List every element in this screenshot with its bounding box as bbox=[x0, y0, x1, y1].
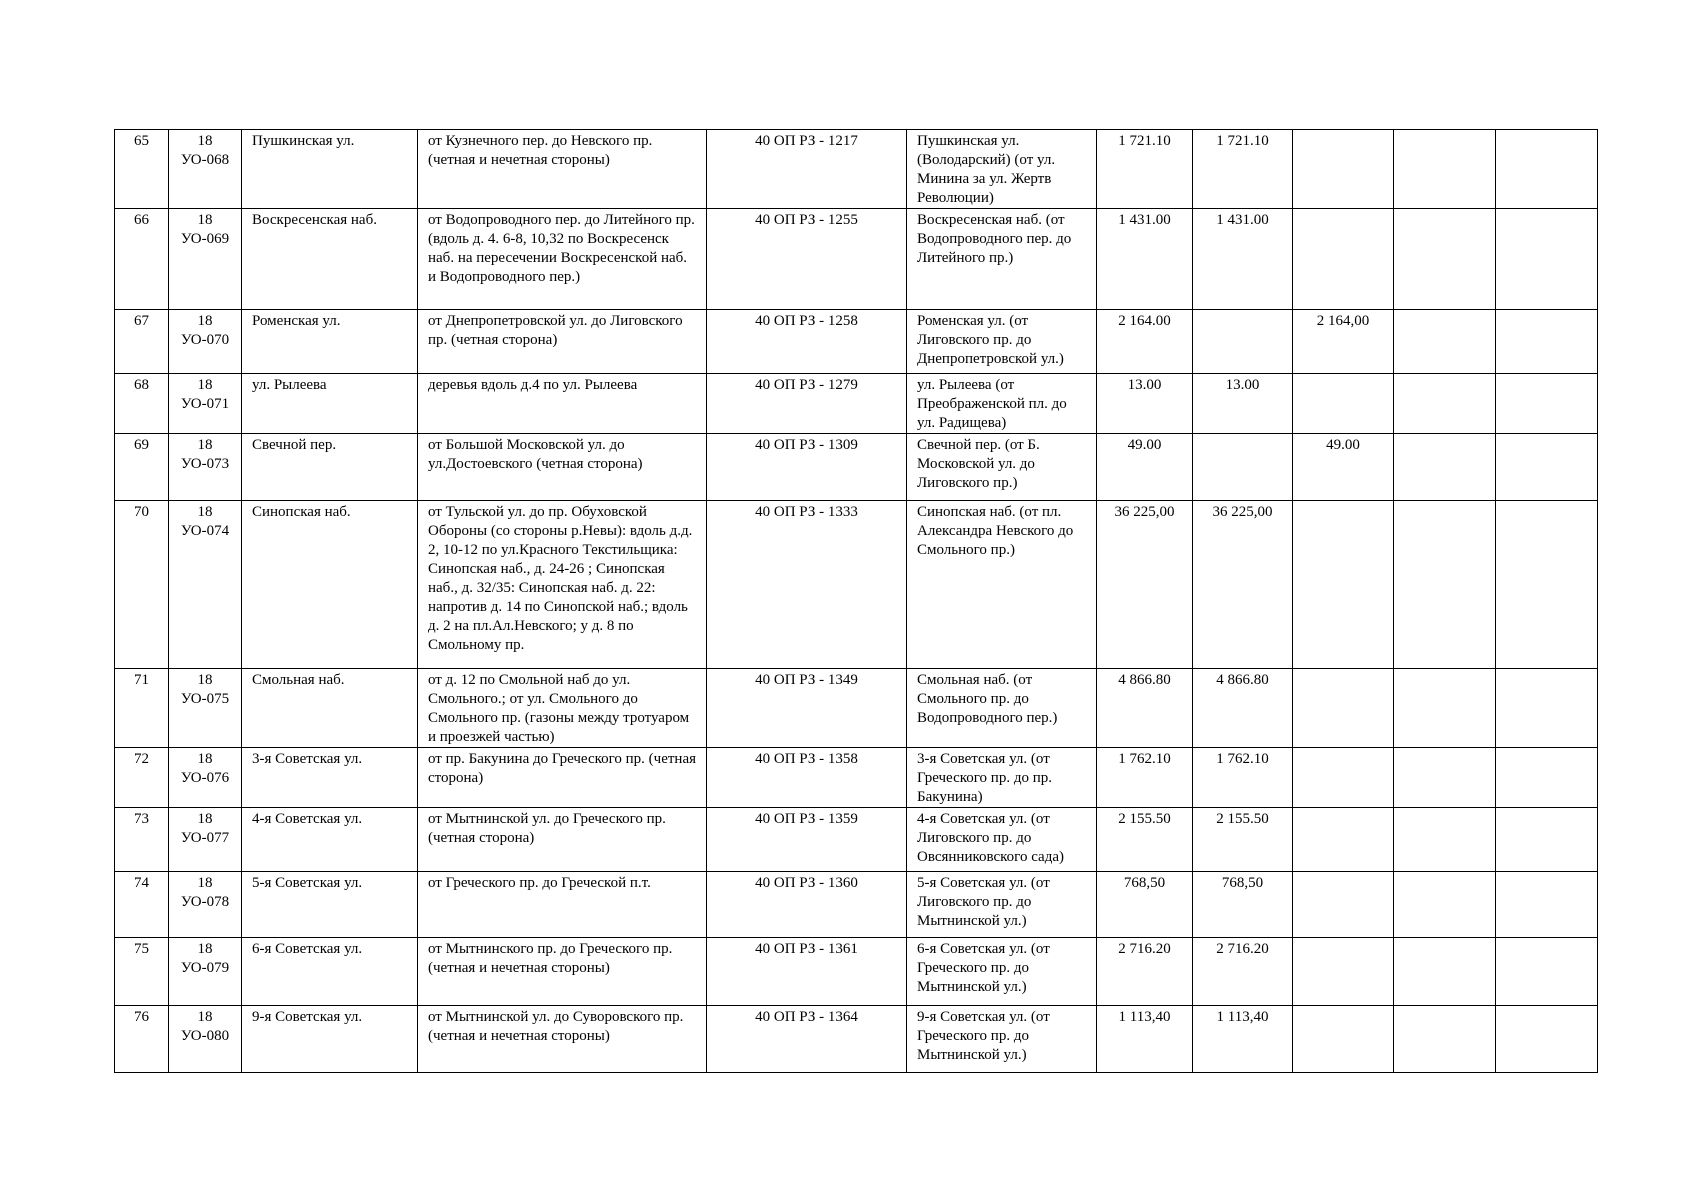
area-col4-cell bbox=[1496, 1006, 1598, 1073]
total-area-cell: 4 866.80 bbox=[1097, 669, 1193, 748]
row-number-cell: 70 bbox=[115, 501, 169, 669]
road-id-cell: 40 ОП РЗ - 1361 bbox=[707, 938, 907, 1006]
table-row bbox=[115, 1006, 1598, 1073]
area-col1-cell: 1 762.10 bbox=[1193, 748, 1293, 808]
object-code-cell: 18 УО-070 bbox=[169, 310, 242, 374]
total-area-cell: 1 762.10 bbox=[1097, 748, 1193, 808]
road-id-cell: 40 ОП РЗ - 1309 bbox=[707, 434, 907, 501]
area-col2-cell: 49.00 bbox=[1293, 434, 1394, 501]
area-col3-cell bbox=[1394, 748, 1496, 808]
section-description-cell: от Мытнинской ул. до Суворовского пр. (четная и нечетная стороны) bbox=[418, 1006, 707, 1073]
area-col4-cell bbox=[1496, 310, 1598, 374]
section-description-cell: от Мытнинской ул. до Греческого пр. (четная сторона) bbox=[418, 808, 707, 872]
area-col4-cell bbox=[1496, 808, 1598, 872]
road-description-cell: 9-я Советская ул. (от Греческого пр. до Мытнинской ул.) bbox=[907, 1006, 1097, 1073]
area-col1-cell: 2 716.20 bbox=[1193, 938, 1293, 1006]
area-col2-cell bbox=[1293, 130, 1394, 209]
object-code-cell: 18 УО-074 bbox=[169, 501, 242, 669]
section-description-cell: от Тульской ул. до пр. Обуховской Обороны (со стороны р.Невы): вдоль д.д. 2, 10-12 по ул.Красного Текстильщика: Синопская наб., д. 24-26 ; Синопская наб., д. 32/35: Синопская наб. д. 22: напротив д. 14 по Синопской наб.; вдоль д. 2 на пл.Ал.Невского; у д. 8 по Смольному пр. bbox=[418, 501, 707, 669]
area-col4-cell bbox=[1496, 872, 1598, 938]
section-description-cell: от Водопроводного пер. до Литейного пр. (вдоль д. 4. 6-8, 10,32 по Воскресенск наб. на пересечении Воскресенской наб. и Водопроводного пер.) bbox=[418, 209, 707, 310]
area-col3-cell bbox=[1394, 310, 1496, 374]
total-area-cell: 13.00 bbox=[1097, 374, 1193, 434]
row-number-cell: 68 bbox=[115, 374, 169, 434]
area-col2-cell bbox=[1293, 872, 1394, 938]
area-col3-cell bbox=[1394, 209, 1496, 310]
road-id-cell: 40 ОП РЗ - 1217 bbox=[707, 130, 907, 209]
street-name-cell: 4-я Советская ул. bbox=[242, 808, 418, 872]
area-col1-cell: 13.00 bbox=[1193, 374, 1293, 434]
row-number-cell: 65 bbox=[115, 130, 169, 209]
area-col1-cell: 1 431.00 bbox=[1193, 209, 1293, 310]
road-description-cell: 6-я Советская ул. (от Греческого пр. до Мытнинской ул.) bbox=[907, 938, 1097, 1006]
road-description-cell: Воскресенская наб. (от Водопроводного пер. до Литейного пр.) bbox=[907, 209, 1097, 310]
row-number-cell: 67 bbox=[115, 310, 169, 374]
area-col1-cell: 36 225,00 bbox=[1193, 501, 1293, 669]
section-description-cell: от Греческого пр. до Греческой п.т. bbox=[418, 872, 707, 938]
area-col4-cell bbox=[1496, 748, 1598, 808]
section-description-cell: от Днепропетровской ул. до Лиговского пр. (четная сторона) bbox=[418, 310, 707, 374]
area-col1-cell: 2 155.50 bbox=[1193, 808, 1293, 872]
road-id-cell: 40 ОП РЗ - 1349 bbox=[707, 669, 907, 748]
road-id-cell: 40 ОП РЗ - 1258 bbox=[707, 310, 907, 374]
row-number-cell: 66 bbox=[115, 209, 169, 310]
total-area-cell: 36 225,00 bbox=[1097, 501, 1193, 669]
table-row bbox=[115, 209, 1598, 310]
area-col1-cell bbox=[1193, 434, 1293, 501]
table-row bbox=[115, 872, 1598, 938]
section-description-cell: от Кузнечного пер. до Невского пр. (четная и нечетная стороны) bbox=[418, 130, 707, 209]
area-col2-cell bbox=[1293, 209, 1394, 310]
road-description-cell: 3-я Советская ул. (от Греческого пр. до пр. Бакунина) bbox=[907, 748, 1097, 808]
area-col3-cell bbox=[1394, 1006, 1496, 1073]
road-description-cell: 4-я Советская ул. (от Лиговского пр. до Овсянниковского сада) bbox=[907, 808, 1097, 872]
table-row bbox=[115, 501, 1598, 669]
street-name-cell: ул. Рылеева bbox=[242, 374, 418, 434]
street-name-cell: Свечной пер. bbox=[242, 434, 418, 501]
area-col4-cell bbox=[1496, 374, 1598, 434]
road-id-cell: 40 ОП РЗ - 1364 bbox=[707, 1006, 907, 1073]
area-col2-cell bbox=[1293, 1006, 1394, 1073]
row-number-cell: 71 bbox=[115, 669, 169, 748]
total-area-cell: 768,50 bbox=[1097, 872, 1193, 938]
object-code-cell: 18 УО-071 bbox=[169, 374, 242, 434]
section-description-cell: деревья вдоль д.4 по ул. Рылеева bbox=[418, 374, 707, 434]
area-col1-cell bbox=[1193, 310, 1293, 374]
section-description-cell: от пр. Бакунина до Греческого пр. (четная сторона) bbox=[418, 748, 707, 808]
total-area-cell: 49.00 bbox=[1097, 434, 1193, 501]
area-col2-cell bbox=[1293, 501, 1394, 669]
area-col2-cell: 2 164,00 bbox=[1293, 310, 1394, 374]
street-name-cell: 6-я Советская ул. bbox=[242, 938, 418, 1006]
total-area-cell: 2 155.50 bbox=[1097, 808, 1193, 872]
street-name-cell: Синопская наб. bbox=[242, 501, 418, 669]
street-name-cell: Воскресенская наб. bbox=[242, 209, 418, 310]
object-code-cell: 18 УО-078 bbox=[169, 872, 242, 938]
area-col2-cell bbox=[1293, 669, 1394, 748]
street-name-cell: 9-я Советская ул. bbox=[242, 1006, 418, 1073]
road-description-cell: Свечной пер. (от Б. Московской ул. до Лиговского пр.) bbox=[907, 434, 1097, 501]
area-col3-cell bbox=[1394, 374, 1496, 434]
area-col3-cell bbox=[1394, 501, 1496, 669]
area-col4-cell bbox=[1496, 669, 1598, 748]
section-description-cell: от Большой Московской ул. до ул.Достоевского (четная сторона) bbox=[418, 434, 707, 501]
area-col3-cell bbox=[1394, 434, 1496, 501]
document-page bbox=[114, 129, 1598, 1073]
table-row bbox=[115, 669, 1598, 748]
row-number-cell: 76 bbox=[115, 1006, 169, 1073]
total-area-cell: 1 721.10 bbox=[1097, 130, 1193, 209]
road-id-cell: 40 ОП РЗ - 1279 bbox=[707, 374, 907, 434]
area-col1-cell: 4 866.80 bbox=[1193, 669, 1293, 748]
road-description-cell: Роменская ул. (от Лиговского пр. до Днепропетровской ул.) bbox=[907, 310, 1097, 374]
row-number-cell: 69 bbox=[115, 434, 169, 501]
area-col4-cell bbox=[1496, 501, 1598, 669]
road-description-cell: Синопская наб. (от пл. Александра Невского до Смольного пр.) bbox=[907, 501, 1097, 669]
row-number-cell: 72 bbox=[115, 748, 169, 808]
street-name-cell: Смольная наб. bbox=[242, 669, 418, 748]
street-name-cell: 5-я Советская ул. bbox=[242, 872, 418, 938]
area-col1-cell: 1 113,40 bbox=[1193, 1006, 1293, 1073]
total-area-cell: 2 164.00 bbox=[1097, 310, 1193, 374]
table-row bbox=[115, 130, 1598, 209]
greenery-table bbox=[114, 129, 1598, 1073]
road-description-cell: 5-я Советская ул. (от Лиговского пр. до Мытнинской ул.) bbox=[907, 872, 1097, 938]
total-area-cell: 2 716.20 bbox=[1097, 938, 1193, 1006]
area-col1-cell: 768,50 bbox=[1193, 872, 1293, 938]
area-col3-cell bbox=[1394, 669, 1496, 748]
area-col1-cell: 1 721.10 bbox=[1193, 130, 1293, 209]
row-number-cell: 74 bbox=[115, 872, 169, 938]
table-row bbox=[115, 434, 1598, 501]
area-col3-cell bbox=[1394, 872, 1496, 938]
area-col2-cell bbox=[1293, 938, 1394, 1006]
object-code-cell: 18 УО-069 bbox=[169, 209, 242, 310]
table-row bbox=[115, 808, 1598, 872]
object-code-cell: 18 УО-079 bbox=[169, 938, 242, 1006]
street-name-cell: Пушкинская ул. bbox=[242, 130, 418, 209]
object-code-cell: 18 УО-076 bbox=[169, 748, 242, 808]
table-row bbox=[115, 748, 1598, 808]
area-col4-cell bbox=[1496, 209, 1598, 310]
road-description-cell: Смольная наб. (от Смольного пр. до Водопроводного пер.) bbox=[907, 669, 1097, 748]
table-body bbox=[115, 130, 1598, 1073]
section-description-cell: от д. 12 по Смольной наб до ул. Смольного.; от ул. Смольного до Смольного пр. (газоны между тротуаром и проезжей частью) bbox=[418, 669, 707, 748]
street-name-cell: 3-я Советская ул. bbox=[242, 748, 418, 808]
object-code-cell: 18 УО-073 bbox=[169, 434, 242, 501]
row-number-cell: 75 bbox=[115, 938, 169, 1006]
area-col4-cell bbox=[1496, 434, 1598, 501]
road-id-cell: 40 ОП РЗ - 1360 bbox=[707, 872, 907, 938]
table-row bbox=[115, 374, 1598, 434]
total-area-cell: 1 431.00 bbox=[1097, 209, 1193, 310]
object-code-cell: 18 УО-068 bbox=[169, 130, 242, 209]
road-description-cell: ул. Рылеева (от Преображенской пл. до ул. Радищева) bbox=[907, 374, 1097, 434]
area-col4-cell bbox=[1496, 130, 1598, 209]
object-code-cell: 18 УО-077 bbox=[169, 808, 242, 872]
area-col2-cell bbox=[1293, 748, 1394, 808]
section-description-cell: от Мытнинского пр. до Греческого пр. (четная и нечетная стороны) bbox=[418, 938, 707, 1006]
road-id-cell: 40 ОП РЗ - 1359 bbox=[707, 808, 907, 872]
road-id-cell: 40 ОП РЗ - 1333 bbox=[707, 501, 907, 669]
object-code-cell: 18 УО-080 bbox=[169, 1006, 242, 1073]
area-col3-cell bbox=[1394, 938, 1496, 1006]
road-id-cell: 40 ОП РЗ - 1255 bbox=[707, 209, 907, 310]
table-row bbox=[115, 310, 1598, 374]
table-row bbox=[115, 938, 1598, 1006]
road-id-cell: 40 ОП РЗ - 1358 bbox=[707, 748, 907, 808]
road-description-cell: Пушкинская ул. (Володарский) (от ул. Минина за ул. Жертв Революции) bbox=[907, 130, 1097, 209]
object-code-cell: 18 УО-075 bbox=[169, 669, 242, 748]
area-col3-cell bbox=[1394, 130, 1496, 209]
area-col2-cell bbox=[1293, 374, 1394, 434]
area-col4-cell bbox=[1496, 938, 1598, 1006]
area-col3-cell bbox=[1394, 808, 1496, 872]
row-number-cell: 73 bbox=[115, 808, 169, 872]
total-area-cell: 1 113,40 bbox=[1097, 1006, 1193, 1073]
area-col2-cell bbox=[1293, 808, 1394, 872]
street-name-cell: Роменская ул. bbox=[242, 310, 418, 374]
